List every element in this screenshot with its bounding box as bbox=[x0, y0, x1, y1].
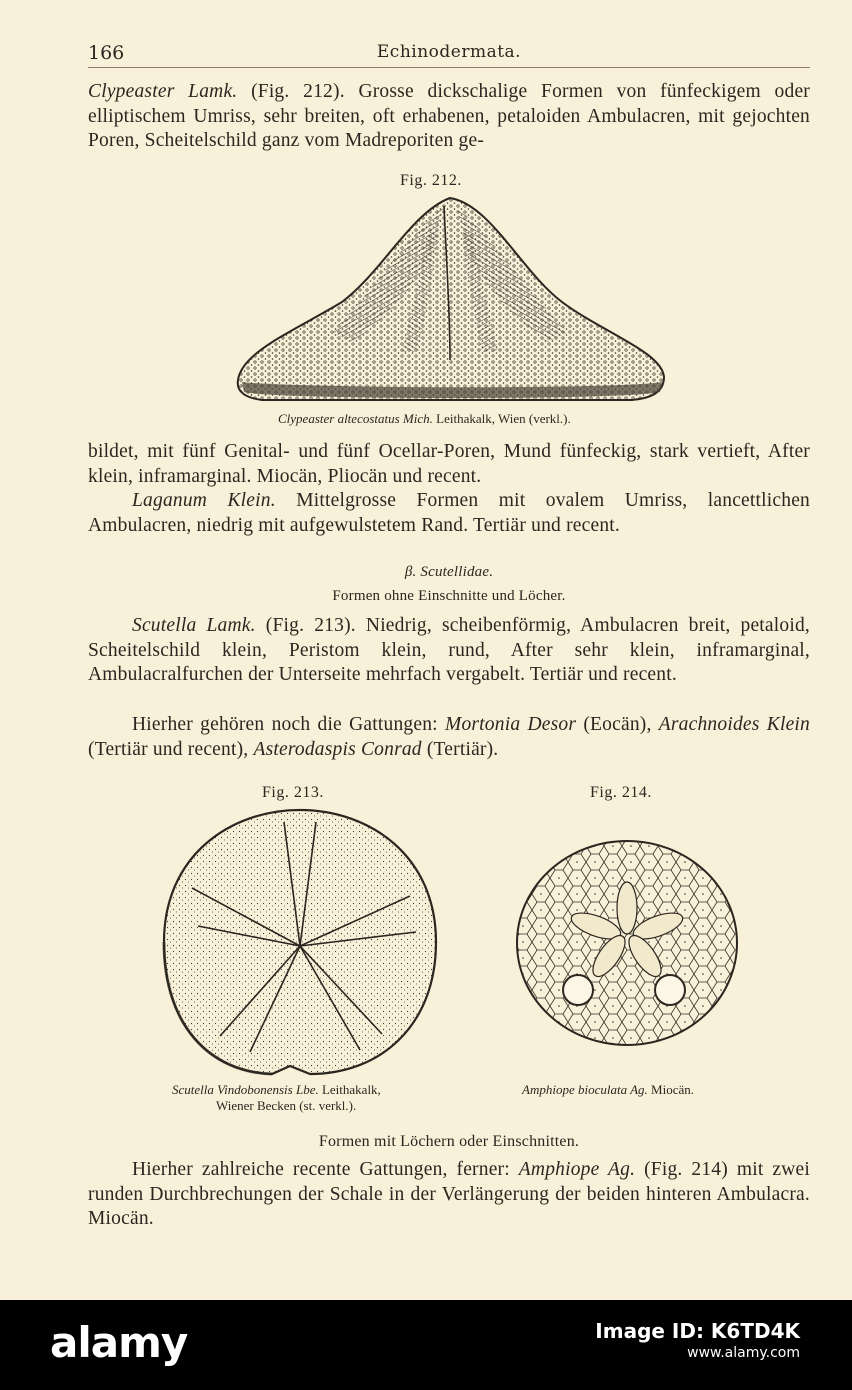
subheading-holes: Formen mit Löchern oder Einschnitten. bbox=[318, 1133, 580, 1150]
paragraph-text: (Eocän), bbox=[576, 714, 659, 735]
genus-name: Asterodaspis Conrad bbox=[253, 738, 422, 760]
genus-name: Clypeaster Lamk. bbox=[88, 81, 238, 102]
header-rule bbox=[88, 67, 810, 68]
image-id: Image ID: K6TD4K bbox=[595, 1319, 800, 1343]
fig-214-caption bbox=[522, 1082, 694, 1098]
page-number: 166 bbox=[88, 42, 125, 64]
paragraph-text: (Tertiär). bbox=[421, 738, 499, 760]
genus-name: Arachnoides Klein bbox=[658, 714, 810, 735]
paragraph-text: (Fig. 212). Grosse dickschalige Formen von fünfeckigem oder elliptischem Umriss, sehr breiten, oft erhabenen, petaloiden Ambulacren, mit gejochten Poren, Scheitelschild ganz vom Madreporiten ge- bbox=[88, 81, 810, 152]
genus-name: Amphiope Ag. bbox=[518, 1159, 636, 1180]
paragraph-amphiope bbox=[88, 1158, 810, 1232]
paragraph-text: Mittelgrosse Formen mit ovalem Umriss, lancettlichen Ambulacren, niedrig mit aufgewulstetem Rand. Tertiär und recent. bbox=[88, 490, 810, 536]
paragraph-text: Hierher gehören noch die Gattungen: bbox=[132, 714, 445, 735]
clypeaster-illustration bbox=[232, 192, 668, 404]
paragraph-scutella bbox=[88, 614, 810, 688]
fig-212-caption bbox=[278, 411, 571, 427]
fig-213-caption-line2: Wiener Becken (st. verkl.). bbox=[216, 1098, 357, 1113]
genus-name: Laganum Klein. bbox=[132, 490, 276, 511]
caption-species: Scutella Vindobonensis Lbe. bbox=[172, 1082, 319, 1097]
amphiope-illustration bbox=[514, 838, 740, 1048]
fig-213-label: Fig. 213. bbox=[262, 784, 324, 801]
paragraph-text: (Tertiär und recent), bbox=[88, 738, 254, 760]
paragraph-genera bbox=[88, 713, 810, 762]
scutella-illustration bbox=[160, 806, 440, 1078]
image-id-block bbox=[595, 1320, 800, 1364]
caption-species: Amphiope bioculata Ag. bbox=[522, 1082, 648, 1097]
caption-species: Clypeaster altecostatus Mich. bbox=[278, 411, 433, 426]
caption-text: Miocän. bbox=[647, 1082, 694, 1097]
site-url: www.alamy.com bbox=[687, 1345, 800, 1361]
caption-text: Leithakalk, bbox=[318, 1082, 381, 1097]
genus-name: Mortonia Desor bbox=[445, 714, 577, 735]
paragraph-clypeaster bbox=[88, 80, 810, 154]
fig-214-label: Fig. 214. bbox=[590, 784, 652, 801]
paragraph-continued: bildet, mit fünf Genital- und fünf Ocellar-Poren, Mund fünfeckig, stark vertieft, After klein, inframarginal. Miocän, Pliocän und recent. bbox=[88, 441, 810, 487]
section-heading: β. Scutellidae. bbox=[404, 564, 494, 580]
caption-text: Leithakalk, Wien (verkl.). bbox=[432, 411, 571, 426]
paragraph-laganum bbox=[88, 489, 810, 538]
paragraph-text: (Fig. 214) mit zwei runden Durchbrechungen der Schale in der Verlängerung der beiden hinteren Ambulacra. Miocän. bbox=[88, 1159, 810, 1230]
section-subheading: Formen ohne Einschnitte und Löcher. bbox=[332, 588, 566, 604]
alamy-logo: alamy bbox=[50, 1318, 188, 1367]
fig-213-caption bbox=[172, 1082, 381, 1098]
running-title: Echinodermata. bbox=[376, 42, 522, 62]
paragraph-text: (Fig. 213). Niedrig, scheibenförmig, Ambulacren breit, petaloid, Scheitelschild klein, Peristom klein, rund, After sehr klein, inframarginal, Ambulacralfurchen der Unterseite mehrfach vergabelt. Tertiär und recent. bbox=[88, 615, 810, 686]
page-header bbox=[88, 40, 810, 68]
fig-212-label: Fig. 212. bbox=[400, 172, 462, 189]
paragraph-text: Hierher zahlreiche recente Gattungen, ferner: bbox=[132, 1159, 519, 1180]
genus-name: Scutella Lamk. bbox=[132, 615, 256, 636]
